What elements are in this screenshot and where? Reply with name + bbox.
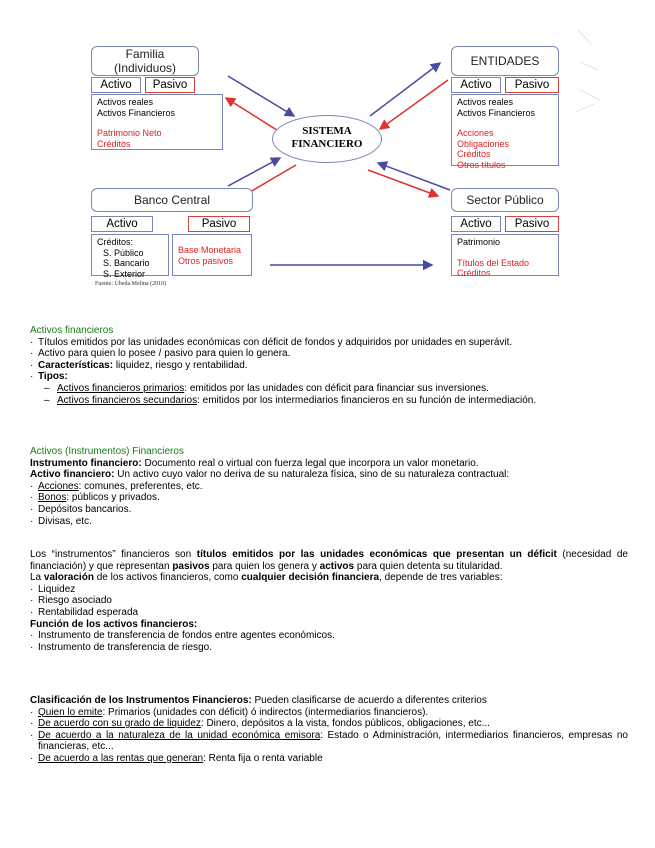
item-text: Instrumento de transferencia de fondos entre agentes económicos. [38, 630, 335, 642]
item-text: Instrumento de transferencia de riesgo. [38, 641, 212, 653]
para-text: (necesidad de financiación) y que representan [30, 549, 628, 572]
financial-system-diagram [0, 0, 655, 320]
list-item [30, 492, 628, 504]
arrow-entidades-to-sistema [380, 80, 448, 129]
list-item [30, 642, 628, 654]
center-line2: FINANCIERO [291, 138, 363, 150]
para-text: Los “instrumentos” financieros son [30, 549, 197, 560]
paragraph [30, 469, 628, 481]
item-text: Liquidez [38, 583, 76, 595]
item-text: : Renta fija o renta variable [203, 752, 323, 764]
item-text: Divisas, etc. [38, 515, 92, 527]
list-item [30, 584, 628, 596]
entidades-liability: Obligaciones [457, 138, 510, 149]
para-bold: valoración [43, 572, 94, 584]
section-instrumentos-detalle [30, 549, 628, 653]
item-text: Títulos emitidos por las unidades económicas con déficit de fondos y adquiridos por unidades en superávit. [38, 336, 513, 348]
sistema-financiero-ellipse [272, 115, 382, 163]
banco-asset: Créditos: [97, 237, 134, 247]
item-text: liquidez, riesgo y rentabilidad. [113, 359, 248, 371]
item-underline: De acuerdo a la naturaleza de la unidad económica emisora [38, 729, 321, 741]
paragraph [30, 695, 628, 707]
list-item [30, 607, 628, 619]
arrow-banco-to-sistema [228, 158, 280, 186]
entidades-box [451, 46, 559, 76]
entidades-liability: Créditos [457, 149, 491, 159]
banco-title: Banco Central [133, 193, 211, 207]
para-bold: Instrumento financiero: [30, 457, 142, 469]
banco-asset: S. Bancario [103, 258, 150, 268]
familia-activo-label: Activo [91, 77, 141, 93]
decorative-lines [576, 30, 600, 112]
list-item [30, 753, 628, 765]
entidades-pasivo-label: Pasivo [505, 77, 559, 93]
section-instrumentos [30, 446, 628, 527]
item-text: Activo para quien lo posee / pasivo para quien lo genera. [38, 348, 291, 360]
item-underline: Acciones [38, 480, 79, 492]
entidades-title: ENTIDADES [470, 54, 540, 68]
list-item [30, 595, 628, 607]
section-heading: Activos financieros [30, 325, 114, 336]
item-text: : emitidos por los intermediarios financieros en su función de intermediación. [197, 394, 537, 406]
list-item [30, 718, 628, 730]
familia-panel [91, 94, 223, 150]
para-bold: Activo financiero: [30, 469, 115, 481]
entidades-liability: Otros títulos [457, 159, 506, 170]
sublist-item [30, 383, 628, 395]
para-bold: Función de los activos financieros: [30, 618, 198, 630]
list-item [30, 707, 628, 719]
familia-liability: Créditos [97, 138, 131, 149]
item-text: : Dinero, depósitos a la vista, fondos públicos, obligaciones, etc... [200, 718, 490, 730]
para-text: La [30, 572, 44, 584]
familia-liability: Patrimonio Neto [97, 128, 162, 138]
item-underline: Quien lo emite [38, 706, 103, 718]
entidades-asset: Activos Financieros [457, 107, 536, 118]
banco-assets-panel [91, 234, 169, 279]
list-item [30, 730, 628, 753]
familia-asset: Activos reales [97, 97, 154, 107]
banco-pasivo-label: Pasivo [188, 216, 250, 232]
familia-pasivo-label: Pasivo [145, 77, 195, 93]
sublist-item [30, 395, 628, 407]
list-item [30, 371, 628, 383]
item-text: : Estado o Administración, intermediarios financieros, empresas no financieras, etc... [38, 729, 628, 753]
para-bold: Clasificación de los Instrumentos Financieros: [30, 695, 252, 706]
center-line1: SISTEMA [302, 125, 352, 137]
section-activos-financieros [30, 325, 628, 406]
item-text: Rentabilidad esperada [38, 606, 139, 618]
para-bold: títulos emitidos por las unidades económicas que presentan un déficit [196, 549, 557, 560]
sector-liability: Títulos del Estado [457, 257, 530, 268]
para-text: de los activos financieros, como [93, 572, 242, 584]
item-text: : comunes, preferentes, etc. [78, 480, 203, 492]
para-bold: activos [319, 560, 355, 572]
arrow-sector-to-sistema [378, 163, 450, 190]
section-clasificacion [30, 695, 628, 765]
list-item [30, 481, 628, 493]
item-text: Riesgo asociado [38, 595, 112, 607]
item-bold: Características: [38, 359, 114, 371]
sector-pasivo-label: Pasivo [505, 216, 559, 232]
item-underline: Bonos [38, 492, 67, 504]
para-text: para quien los genera y [209, 560, 320, 572]
paragraph [30, 619, 628, 631]
sector-liability: Créditos [457, 268, 491, 278]
para-text: Documento real o virtual con fuerza legal que incorpora un valor monetario. [141, 457, 479, 469]
arrow-sistema-to-entidades [370, 63, 440, 116]
list-item [30, 348, 628, 360]
sector-title: Sector Público [466, 193, 544, 207]
item-underline: Activos financieros primarios [57, 382, 185, 394]
sector-panel [451, 234, 559, 276]
para-bold: cualquier decisión financiera [241, 572, 380, 584]
banco-liabilities-panel [172, 234, 252, 276]
arrow-familia-to-sistema [228, 76, 294, 116]
para-text: Pueden clasificarse de acuerdo a diferentes criterios [251, 695, 487, 706]
sector-activo-label: Activo [451, 216, 501, 232]
paragraph [30, 458, 628, 470]
para-text: , depende de tres variables: [379, 572, 503, 584]
item-underline: De acuerdo a las rentas que generan [38, 752, 204, 764]
familia-subtitle: (Individuos) [113, 61, 177, 75]
item-underline: De acuerdo con su grado de liquidez [38, 718, 201, 730]
banco-box [91, 188, 253, 212]
banco-liability: Otros pasivos [178, 255, 234, 266]
banco-liability: Base Monetaria [178, 245, 242, 255]
item-bold: Tipos: [38, 371, 68, 383]
familia-asset: Activos Financieros [97, 107, 176, 118]
item-text: : Primarios (unidades con déficit) ó indirectos (intermediarios financieros). [102, 706, 429, 718]
sector-asset: Patrimonio [457, 237, 501, 247]
entidades-asset: Activos reales [457, 97, 514, 107]
paragraph [30, 549, 628, 572]
banco-asset: S. Exterior [103, 268, 146, 279]
entidades-panel [451, 94, 559, 170]
para-text: Un activo cuyo valor no deriva de su naturaleza física, sino de su naturaleza contractual: [114, 469, 510, 481]
entidades-activo-label: Activo [451, 77, 501, 93]
diagram-source: Fuente: Úbeda Melina (2010) [95, 281, 167, 287]
para-bold: pasivos [172, 560, 210, 572]
banco-asset: S. Público [103, 247, 144, 258]
list-item [30, 516, 628, 528]
para-text: para quien detenta su titularidad. [354, 560, 503, 572]
familia-box [91, 46, 199, 76]
item-underline: Activos financieros secundarios [57, 394, 198, 406]
arrow-sistema-to-sector [368, 170, 438, 196]
list-item [30, 504, 628, 516]
list-item [30, 630, 628, 642]
list-item [30, 360, 628, 372]
familia-title: Familia [125, 47, 165, 61]
list-item [30, 337, 628, 349]
paragraph [30, 572, 628, 584]
banco-activo-label: Activo [91, 216, 153, 232]
item-text: : emitidos por las unidades con déficit para financiar sus inversiones. [184, 382, 489, 394]
item-text: Depósitos bancarios. [38, 503, 132, 515]
sector-box [451, 188, 559, 212]
section-heading: Activos (Instrumentos) Financieros [30, 446, 184, 457]
item-text: : públicos y privados. [66, 492, 160, 504]
entidades-liability: Acciones [457, 128, 494, 138]
